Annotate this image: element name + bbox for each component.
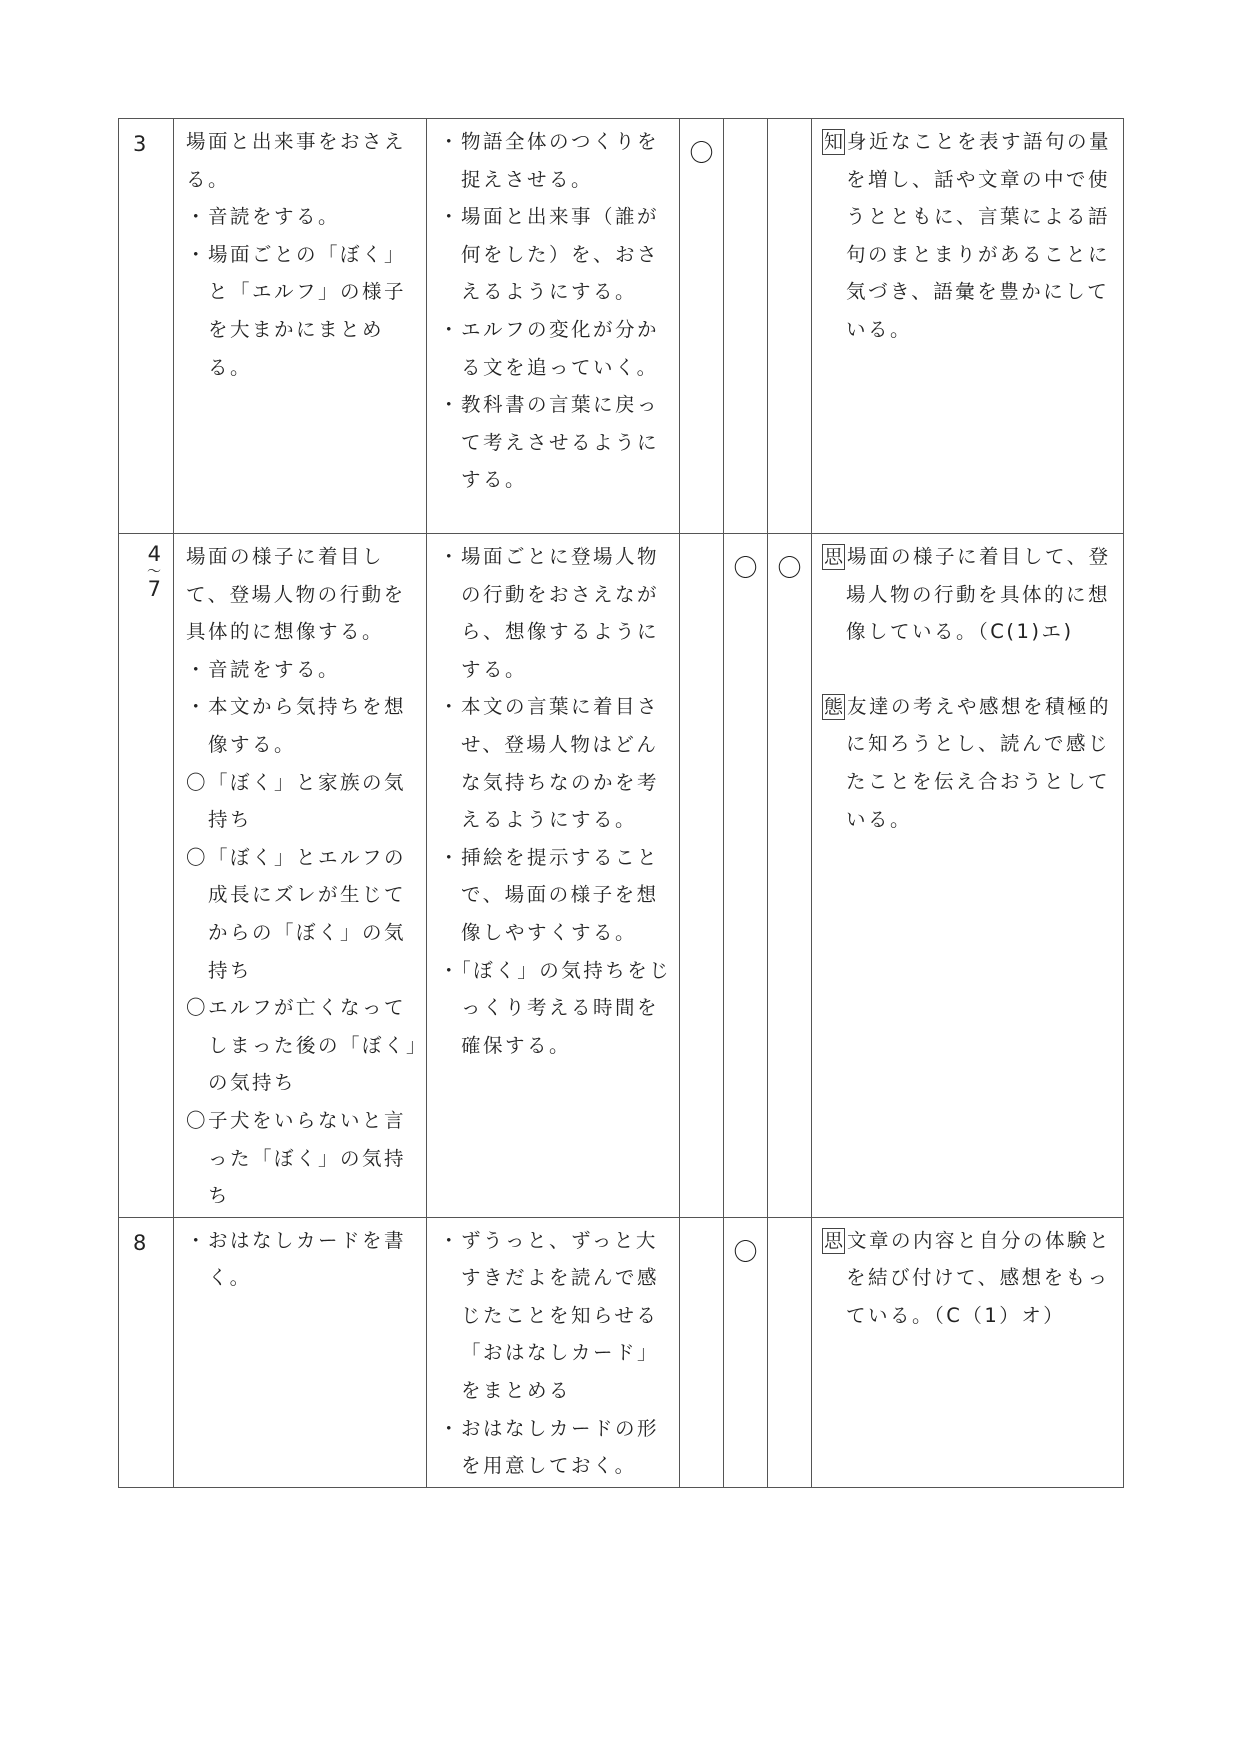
support-cell [427, 119, 680, 534]
criterion-tag: 思 [824, 546, 844, 568]
evaluation-item [822, 688, 1115, 838]
activity-text: 〇「ぼく」とエルフの成長にズレが生じてからの「ぼく」の気持ち [186, 845, 407, 982]
evaluation-item [822, 123, 1115, 349]
activity-text: 〇エルフが亡くなってしまった後の「ぼく」の気持ち [186, 996, 419, 1095]
activity-text: ・おはなしカードを書く。 [186, 1228, 407, 1290]
lesson-range-sep: ～ [147, 564, 161, 580]
support-text: ・挿絵を提示することで、場面の様子を想像しやすくする。 [439, 845, 660, 944]
support-text: ・おはなしカードの形を用意しておく。 [439, 1416, 660, 1478]
lesson-range-start: 4 [147, 542, 161, 566]
evaluation-item [822, 538, 1115, 651]
criterion-tag: 態 [824, 695, 844, 718]
mark-cell-thinking [724, 119, 768, 534]
lesson-range [141, 544, 161, 600]
evaluation-cell [812, 1217, 1124, 1487]
activity-cell [174, 534, 427, 1218]
support-text: ・教科書の言葉に戻って考えさせるようにする。 [439, 393, 660, 492]
activity-text: 場面と出来事をおさえる。 [186, 130, 407, 191]
support-text: ・場面と出来事（誰が何をした）を、おさえるようにする。 [439, 205, 660, 304]
mark-cell-knowledge: 〇 [680, 119, 724, 534]
criterion-text: 身近なことを表す語句の量を増し、話や文章の中で使うとともに、言葉による語句のまとまりがあることに気づき、語彙を豊かにしている。 [846, 130, 1112, 341]
activity-text: 〇子犬をいらないと言った「ぼく」の気持ち [186, 1108, 407, 1208]
mark-cell-thinking: 〇 [724, 534, 768, 1218]
evaluation-cell [812, 119, 1124, 534]
activity-text: ・本文から気持ちを想像する。 [186, 695, 407, 756]
mark-cell-attitude [768, 1217, 812, 1487]
activity-cell [174, 1217, 427, 1487]
support-text: ・「ぼく」の気持ちをじっくり考える時間を確保する。 [439, 958, 672, 1057]
lesson-number-cell [119, 534, 174, 1218]
evaluation-item [822, 1222, 1115, 1335]
evaluation-cell [812, 534, 1124, 1218]
criterion-text: 文章の内容と自分の体験とを結び付けて、感想をもっている。（C（1）オ） [846, 1228, 1112, 1327]
activity-text: 〇「ぼく」と家族の気持ち [186, 770, 407, 832]
mark-cell-attitude: 〇 [768, 534, 812, 1218]
lesson-number-cell [119, 1217, 174, 1487]
support-text: ・エルフの変化が分かる文を追っていく。 [439, 317, 660, 379]
mark-cell-attitude [768, 119, 812, 534]
mark-cell-knowledge [680, 1217, 724, 1487]
mark-cell-knowledge [680, 534, 724, 1218]
support-text: ・場面ごとに登場人物の行動をおさえながら、想像するようにする。 [439, 545, 660, 681]
activity-text: ・音読をする。 [186, 657, 341, 681]
table-row [119, 119, 1124, 534]
activity-text: 場面の様子に着目して、登場人物の行動を具体的に想像する。 [186, 545, 406, 644]
support-text: ・ずうっと、ずっと大すきだよを読んで感じたことを知らせる「おはなしカード」をまとめる [439, 1228, 660, 1403]
criterion-text: 場面の様子に着目して、登場人物の行動を具体的に想像している。（C(1)エ) [846, 545, 1111, 644]
activity-text: ・音読をする。 [186, 205, 341, 229]
activity-text: ・場面ごとの「ぼく」と「エルフ」の様子を大まかにまとめる。 [186, 242, 407, 379]
support-cell [427, 1217, 680, 1487]
criterion-tag: 思 [824, 1229, 844, 1252]
support-cell [427, 534, 680, 1218]
lesson-range-end: 7 [147, 577, 161, 601]
lesson-number: 3 [133, 132, 147, 156]
mark-cell-thinking: 〇 [724, 1217, 768, 1487]
support-text: ・物語全体のつくりを捉えさせる。 [439, 130, 660, 191]
activity-cell [174, 119, 427, 534]
table-row [119, 1217, 1124, 1487]
criterion-tag: 知 [824, 131, 844, 153]
unit-plan-table [118, 118, 1124, 1488]
support-text: ・本文の言葉に着目させ、登場人物はどんな気持ちなのかを考えるようにする。 [439, 695, 660, 832]
table-row [119, 534, 1124, 1218]
lesson-number-cell [119, 119, 174, 534]
lesson-number: 8 [133, 1230, 147, 1255]
criterion-text: 友達の考えや感想を積極的に知ろうとし、読んで感じたことを伝え合おうとしている。 [846, 694, 1112, 831]
